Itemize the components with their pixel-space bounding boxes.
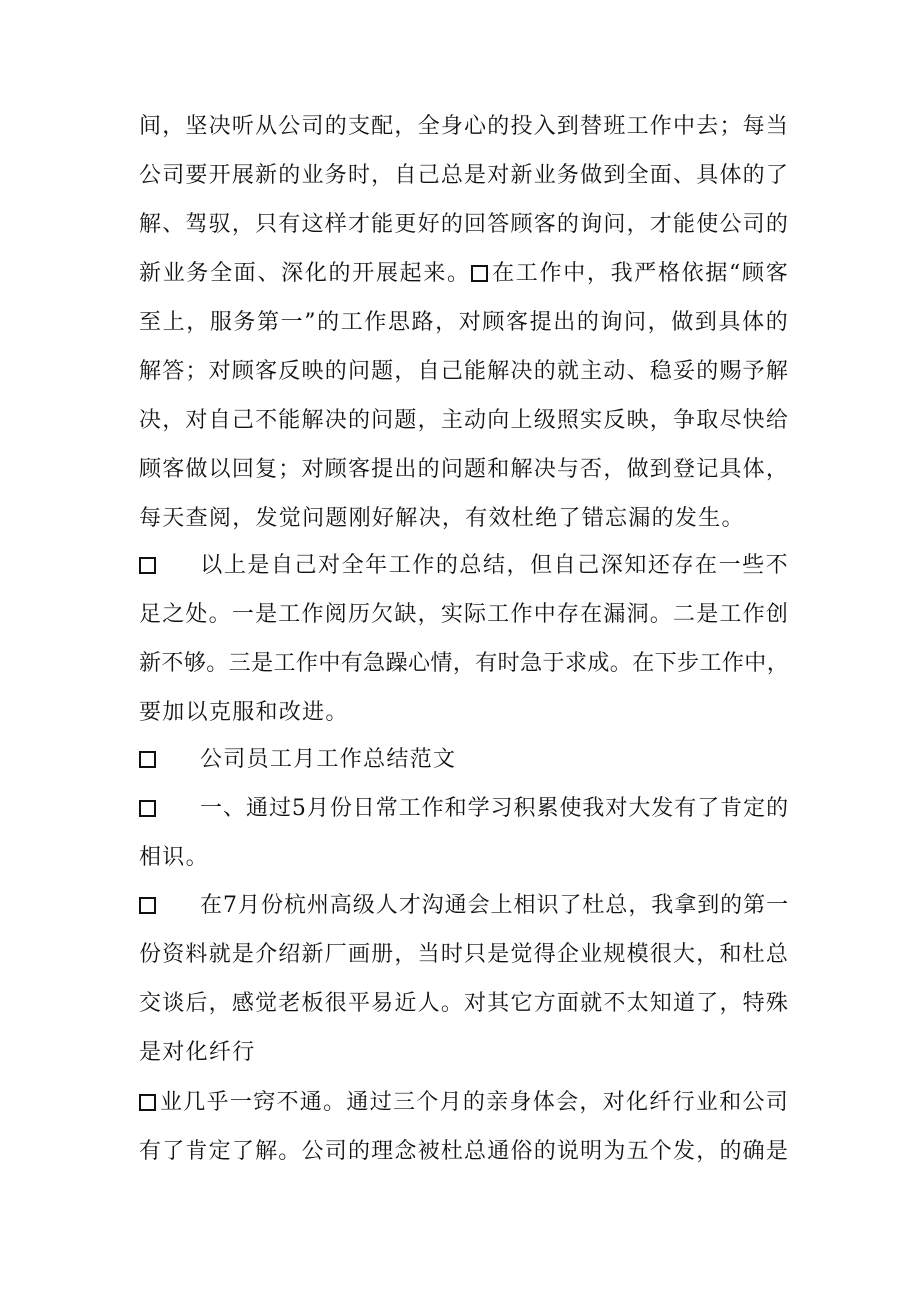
line-text: 决，对自己不能解决的问题，主动向上级照实反映，争取尽快给 bbox=[139, 408, 789, 433]
line-text: 相识。 bbox=[139, 845, 209, 870]
text-line bbox=[139, 303, 789, 343]
text-line bbox=[139, 156, 789, 196]
line-text: 顾客做以回复；对顾客提出的问题和解决与否，做到登记具体， bbox=[139, 457, 789, 482]
text-line bbox=[139, 1083, 789, 1123]
line-text: 间，坚决听从公司的支配，全身心的投入到替班工作中去；每当 bbox=[139, 114, 789, 139]
line-text: 至上，服务第一”的工作思路，对顾客提出的询问，做到具体的 bbox=[139, 310, 789, 335]
text-line bbox=[139, 1132, 789, 1172]
line-text: 一、通过5月份日常工作和学习积累使我对大发有了肯定的 bbox=[200, 796, 789, 821]
line-text: 公司要开展新的业务时，自己总是对新业务做到全面、具体的了 bbox=[139, 163, 789, 188]
line-text: 在7月份杭州高级人才沟通会上相识了杜总，我拿到的第一 bbox=[200, 893, 789, 918]
line-text: 新业务全面、深化的开展起来。 bbox=[139, 261, 471, 286]
line-text: 交谈后，感觉老板很平易近人。对其它方面就不太知道了，特殊 bbox=[139, 991, 789, 1016]
paragraph-start-line bbox=[139, 886, 789, 926]
text-line bbox=[139, 935, 789, 975]
line-text: 足之处。一是工作阅历欠缺，实际工作中存在漏洞。二是工作创 bbox=[139, 602, 789, 627]
text-line bbox=[139, 984, 789, 1024]
text-line bbox=[139, 205, 789, 245]
text-line bbox=[139, 401, 789, 441]
text-line bbox=[139, 352, 789, 392]
text-line bbox=[139, 838, 789, 878]
line-text: 要加以克服和改进。 bbox=[139, 700, 349, 725]
placeholder-box-icon bbox=[139, 897, 156, 914]
line-text: 每天查阅，发觉问题刚好解决，有效杜绝了错忘漏的发生。 bbox=[139, 506, 745, 531]
line-text: 有了肯定了解。公司的理念被杜总通俗的说明为五个发，的确是 bbox=[139, 1139, 789, 1164]
line-text: 业几乎一窍不通。通过三个月的亲身体会，对化纤行业和公司 bbox=[160, 1090, 790, 1115]
text-line bbox=[139, 693, 789, 733]
line-text: 以上是自己对全年工作的总结，但自己深知还存在一些不 bbox=[200, 553, 789, 578]
section-heading: 公司员工月工作总结范文 bbox=[200, 747, 457, 772]
text-line bbox=[139, 499, 789, 539]
line-text: 份资料就是介绍新厂画册，当时只是觉得企业规模很大，和杜总 bbox=[139, 942, 789, 967]
text-line bbox=[139, 107, 789, 147]
text-line bbox=[139, 254, 789, 294]
placeholder-box-icon bbox=[139, 751, 156, 768]
line-text: 新不够。三是工作中有急躁心情，有时急于求成。在下步工作中， bbox=[139, 651, 789, 676]
placeholder-box-icon bbox=[471, 265, 488, 282]
paragraph-start-line bbox=[139, 546, 789, 586]
text-line bbox=[139, 644, 789, 684]
paragraph-start-line bbox=[139, 789, 789, 829]
line-text: 解、驾驭，只有这样才能更好的回答顾客的询问，才能使公司的 bbox=[139, 212, 789, 237]
text-line bbox=[139, 450, 789, 490]
text-line bbox=[139, 595, 789, 635]
line-text: 解答；对顾客反映的问题，自己能解决的就主动、稳妥的赐予解 bbox=[139, 359, 789, 384]
line-text: 是对化纤行 bbox=[139, 1040, 256, 1065]
section-heading-line bbox=[139, 740, 789, 780]
line-text: 在工作中，我严格依据“顾客 bbox=[491, 261, 789, 286]
placeholder-box-icon bbox=[139, 557, 156, 574]
placeholder-box-icon bbox=[139, 1094, 156, 1111]
placeholder-box-icon bbox=[139, 800, 156, 817]
text-line bbox=[139, 1033, 789, 1073]
